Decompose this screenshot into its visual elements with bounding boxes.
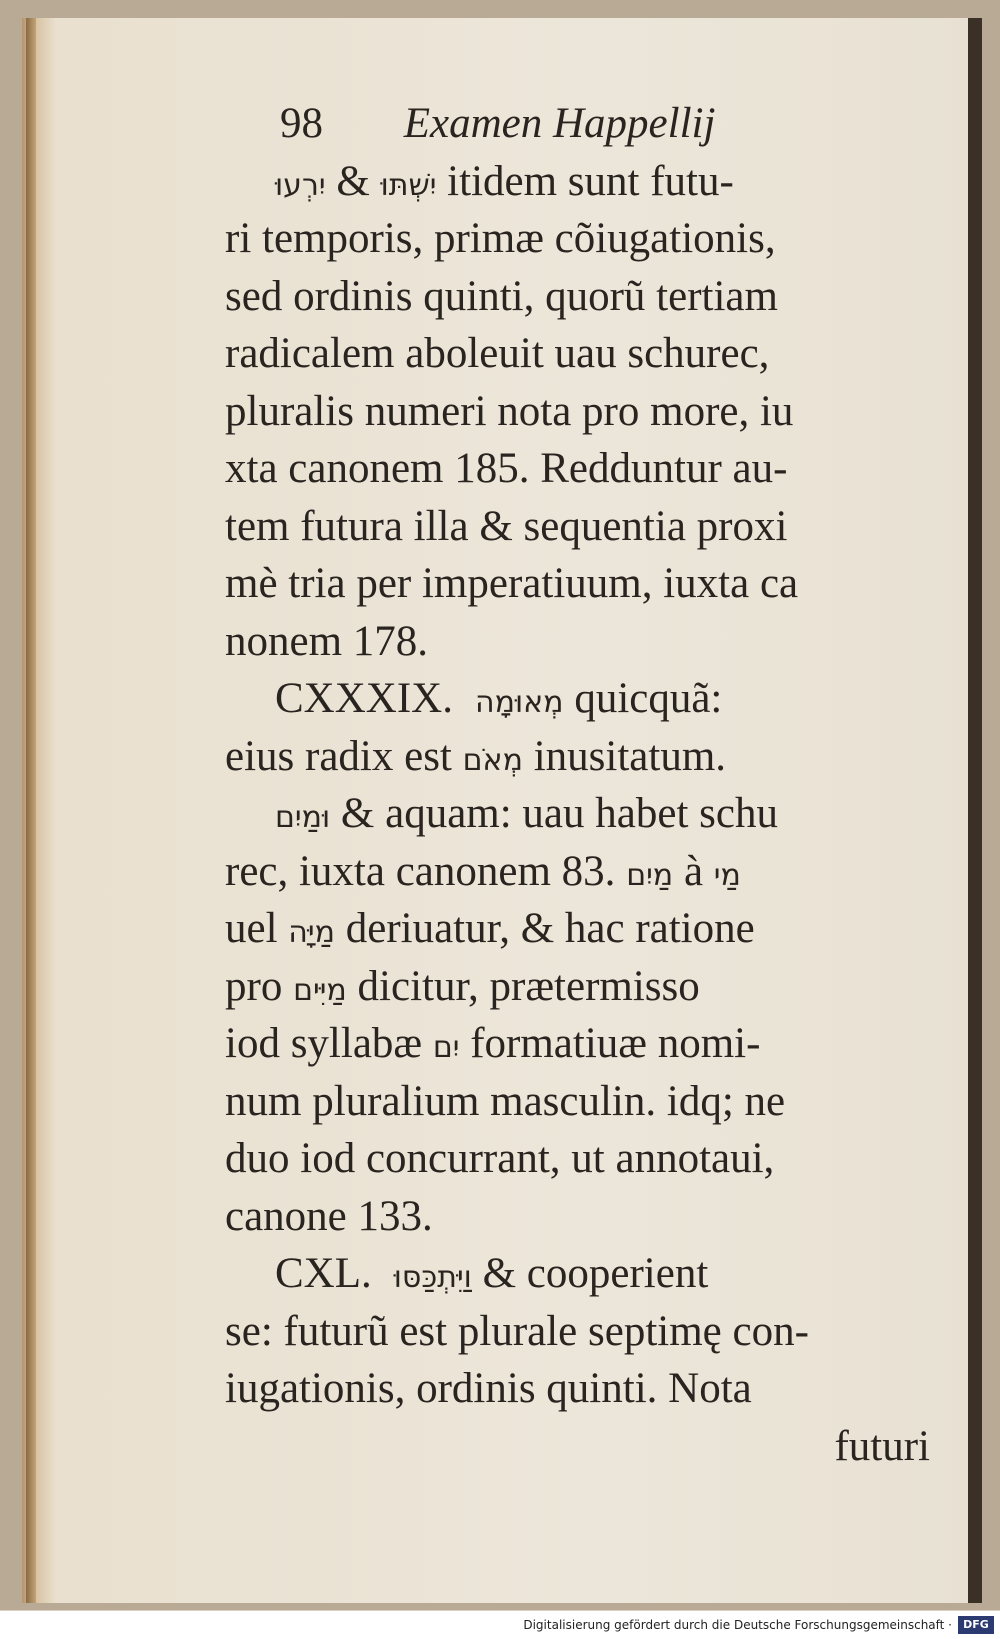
- hebrew-word: מַיִּים: [293, 972, 347, 1008]
- text-line: sed ordinis quinti, quorũ tertiam: [225, 272, 778, 320]
- text-line: [225, 900, 930, 958]
- text-fragment: rec, iuxta canonem 83.: [225, 847, 627, 895]
- text-line: se: futurũ est plurale septimę con-: [225, 1307, 809, 1355]
- text-line: [225, 153, 930, 211]
- hebrew-word: וַיִּתְכַּסּוּ: [393, 1260, 472, 1295]
- text-line: pluralis numeri nota pro more, iu: [225, 387, 794, 435]
- text-fragment: itidem sunt futu-: [436, 157, 734, 205]
- text-line: nonem 178.: [225, 617, 429, 665]
- text-line: iugationis, ordinis quinti. Nota: [225, 1365, 752, 1412]
- catchword: futuri: [834, 1422, 930, 1470]
- text-line: canone 133.: [225, 1192, 433, 1240]
- text-fragment: uel: [225, 905, 289, 952]
- text-fragment: deriuatur, & hac ratione: [334, 905, 755, 952]
- text-line: [225, 785, 930, 843]
- text-fragment: dicitur, prætermisso: [346, 962, 700, 1010]
- page-binding-edge: [26, 18, 36, 1603]
- hebrew-word: יִשְׁתּוּ: [380, 167, 437, 203]
- text-fragment: eius radix est: [225, 732, 463, 780]
- text-fragment: formatiuæ nomi-: [459, 1020, 761, 1067]
- text-line: [225, 728, 930, 786]
- section-line: [225, 1245, 930, 1303]
- text-line: duo iod concurrant, ut annotaui,: [225, 1135, 775, 1182]
- text-line: xta canonem 185. Redduntur au-: [225, 445, 788, 492]
- digitization-credit: Digitalisierung gefördert durch die Deutsche Forschungsgemeinschaft ·: [0, 1611, 1000, 1639]
- text-line: num pluralium masculin. idq; ne: [225, 1077, 786, 1125]
- text-fragment: pro: [225, 962, 294, 1010]
- hebrew-word: יִם: [432, 1030, 460, 1065]
- text-fragment: à: [673, 847, 714, 895]
- hebrew-word: מְאֹם: [462, 742, 523, 778]
- page-number: 98: [280, 100, 323, 147]
- hebrew-word: מְאוּמָה: [474, 685, 564, 720]
- text-fragment: &: [325, 157, 381, 205]
- text-fragment: iod syllabæ: [225, 1020, 433, 1067]
- section-number: CXL.: [275, 1250, 372, 1297]
- section-line: [225, 670, 930, 728]
- hebrew-word: יִרְעוּ: [275, 167, 326, 203]
- text-line: [225, 958, 930, 1016]
- text-line: radicalem aboleuit uau schurec,: [225, 330, 770, 377]
- hebrew-word: וּמַיִם: [275, 800, 331, 835]
- text-fragment: & aquam: uau habet schu: [330, 790, 778, 837]
- text-fragment: quicquã:: [563, 675, 723, 722]
- hebrew-word: מַיָּה: [288, 915, 335, 950]
- hebrew-word: מַיִם: [626, 857, 674, 893]
- text-line: mè tria per imperatiuum, iuxta ca: [225, 560, 799, 607]
- hebrew-word: מַי: [713, 857, 741, 893]
- text-line: ri temporis, primæ cõiugationis,: [225, 215, 776, 262]
- dfg-logo: DFG: [958, 1616, 994, 1634]
- section-number: CXXXIX.: [275, 675, 453, 722]
- text-fragment: & cooperient: [471, 1250, 709, 1297]
- text-line: tem futura illa & sequentia proxi: [225, 502, 788, 550]
- running-title: Examen Happellij: [403, 100, 716, 147]
- running-header: [225, 95, 930, 153]
- page-text: [225, 95, 930, 1475]
- text-fragment: inusitatum.: [522, 732, 727, 780]
- text-line: [225, 843, 930, 901]
- text-line: [225, 1015, 930, 1073]
